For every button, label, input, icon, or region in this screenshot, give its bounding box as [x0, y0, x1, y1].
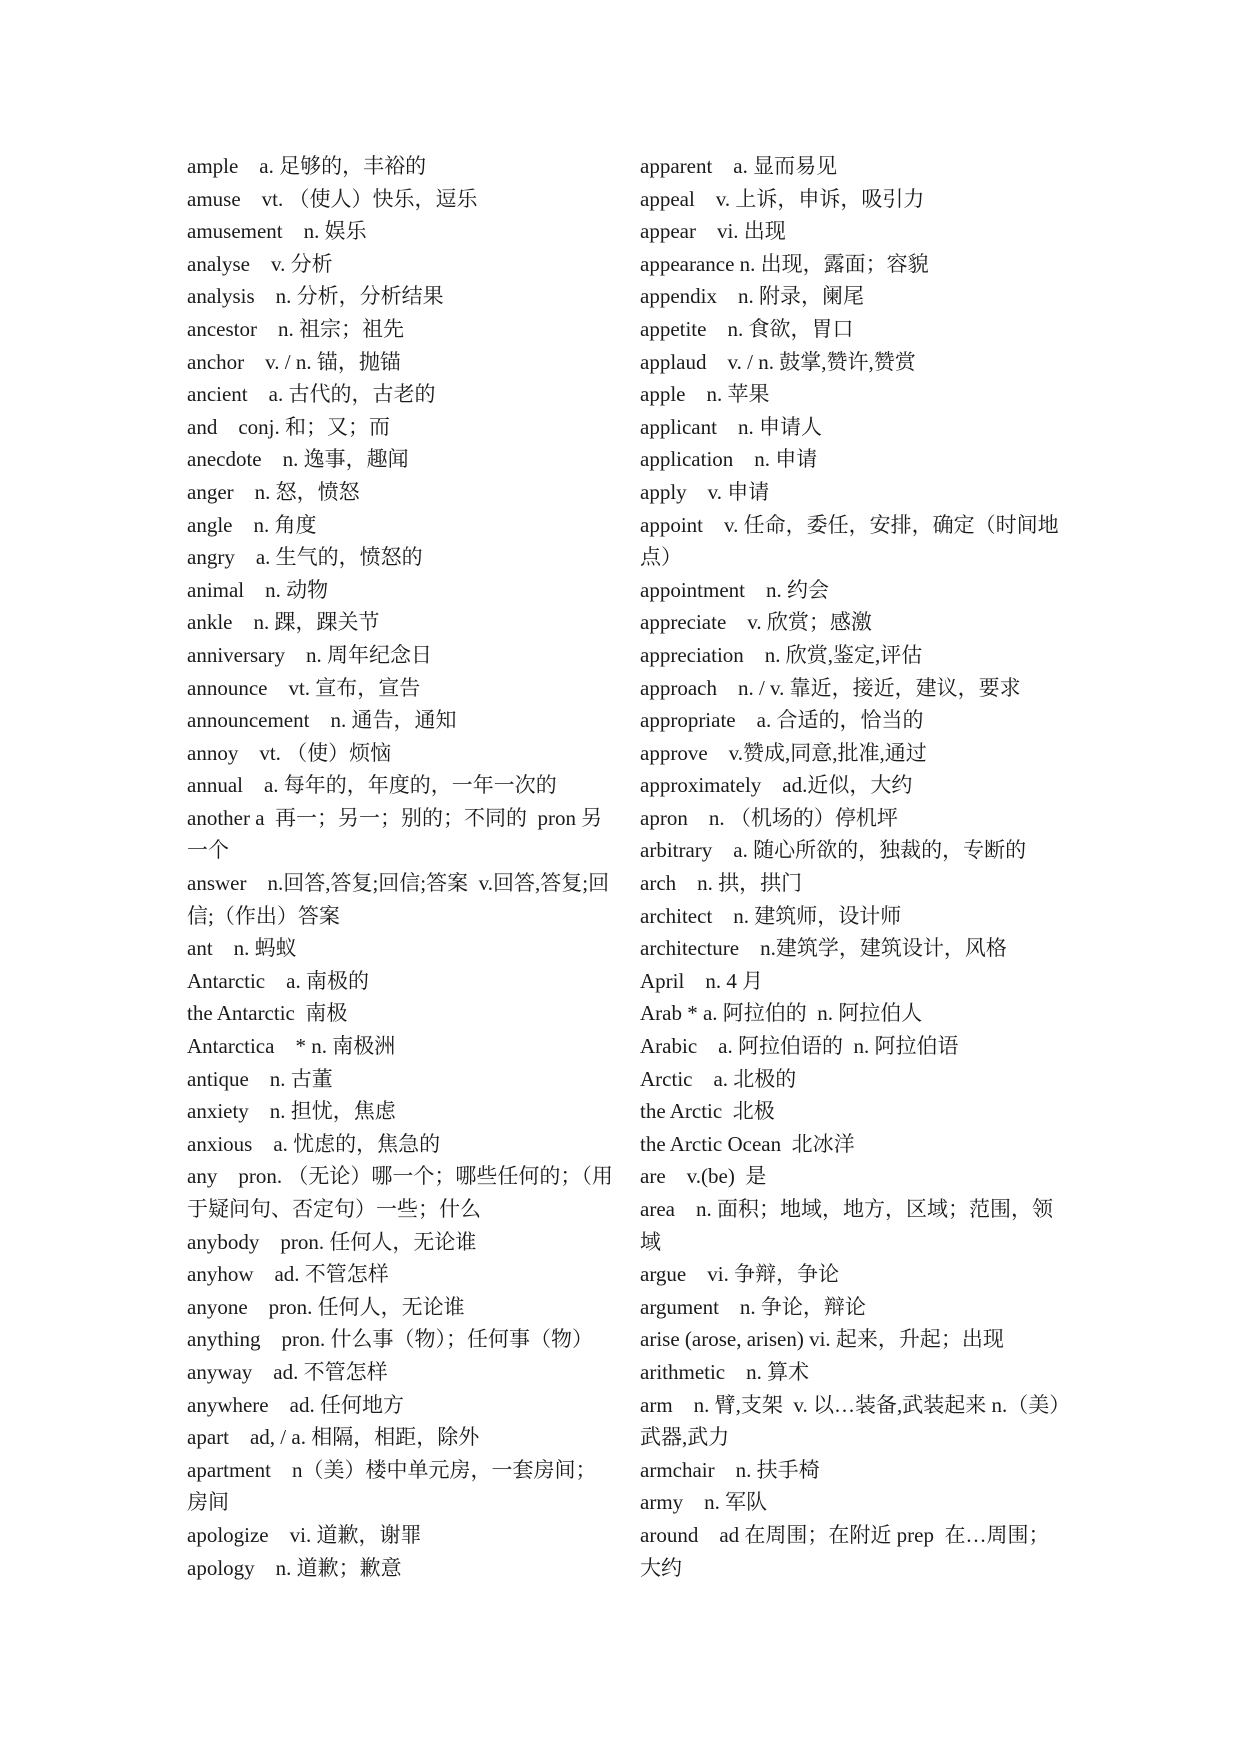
vocab-entry: angry a. 生气的，愤怒的: [187, 545, 423, 570]
vocab-entry: argue vi. 争辩，争论: [640, 1262, 840, 1287]
vocab-entry: architecture n.建筑学，建筑设计，风格: [640, 936, 1007, 961]
vocab-entry: apparent a. 显而易见: [640, 154, 838, 178]
vocab-entry: answer n.回答,答复;回信;答案 v.回答,答复;回信;（作出）答案: [187, 871, 610, 928]
vocab-entry: anxiety n. 担忧，焦虑: [187, 1099, 396, 1124]
vocab-entry: apple n. 苹果: [640, 382, 770, 407]
vocab-entry: ancient a. 古代的，古老的: [187, 382, 436, 407]
vocab-entry: application n. 申请: [640, 447, 818, 472]
vocab-entry: appearance n. 出现，露面；容貌: [640, 251, 929, 276]
vocab-entry: the Arctic Ocean 北冰洋: [640, 1131, 855, 1156]
vocab-entry: argument n. 争论，辩论: [640, 1294, 866, 1319]
vocab-entry: apartment n（美）楼中单元房，一套房间；房间: [187, 1457, 597, 1515]
vocab-entry: angle n. 角度: [187, 512, 317, 537]
vocab-entry: appreciate v. 欣赏；感激: [640, 610, 872, 635]
vocab-entry: amusement n. 娱乐: [187, 219, 367, 244]
vocab-entry: apologize vi. 道歉，谢罪: [187, 1522, 422, 1547]
vocab-entry: applicant n. 申请人: [640, 414, 822, 439]
vocab-entry: anyway ad. 不管怎样: [187, 1359, 388, 1384]
vocab-entry: Arctic a. 北极的: [640, 1066, 797, 1091]
vocab-entry: apron n. （机场的）停机坪: [640, 805, 898, 830]
vocab-entry: apply v. 申请: [640, 479, 770, 504]
vocab-entry: ample a. 足够的，丰裕的: [187, 154, 427, 178]
vocab-entry: appoint v. 任命，委任，安排，确定（时间地点）: [640, 512, 1059, 570]
vocab-entry: approach n. / v. 靠近，接近，建议，要求: [640, 675, 1021, 700]
vocab-entry: approve v.赞成,同意,批准,通过: [640, 740, 927, 765]
vocab-entry: Arab * a. 阿拉伯的 n. 阿拉伯人: [640, 1001, 923, 1026]
vocab-entry: anecdote n. 逸事，趣闻: [187, 447, 409, 472]
left-column: [187, 150, 617, 1584]
vocab-entry: army n. 军队: [640, 1490, 768, 1515]
vocab-entry: armchair n. 扶手椅: [640, 1457, 820, 1482]
vocab-entry: anywhere ad. 任何地方: [187, 1392, 404, 1417]
vocab-entry: annual a. 每年的，年度的，一年一次的: [187, 773, 557, 798]
vocab-entry: arise (arose, arisen) vi. 起来，升起；出现: [640, 1327, 1004, 1352]
vocab-entry: animal n. 动物: [187, 577, 329, 602]
vocab-entry: appetite n. 食欲，胃口: [640, 316, 854, 341]
right-column: [640, 150, 1070, 1584]
vocab-entry: and conj. 和；又；而: [187, 414, 390, 439]
vocab-entry: announcement n. 通告，通知: [187, 708, 457, 733]
vocab-entry: Antarctica * n. 南极洲: [187, 1034, 396, 1059]
vocab-entry: arm n. 臂,支架 v. 以…装备,武装起来 n.（美）武器,武力: [640, 1392, 1060, 1450]
vocab-entry: are v.(be) 是: [640, 1164, 767, 1189]
vocab-entry: ancestor n. 祖宗；祖先: [187, 316, 404, 341]
vocab-entry: analysis n. 分析，分析结果: [187, 284, 444, 309]
vocab-entry: architect n. 建筑师，设计师: [640, 903, 902, 928]
vocab-entry: appendix n. 附录，阑尾: [640, 284, 864, 309]
vocab-entry: the Antarctic 南极: [187, 1001, 348, 1026]
vocab-entry: arbitrary a. 随心所欲的，独裁的，专断的: [640, 838, 1027, 863]
vocab-entry: amuse vt. （使人）快乐，逗乐: [187, 186, 478, 211]
vocab-entry: appear vi. 出现: [640, 219, 786, 244]
vocab-entry: arch n. 拱，拱门: [640, 871, 803, 896]
vocab-entry: arithmetic n. 算术: [640, 1359, 810, 1384]
vocab-entry: appointment n. 约会: [640, 577, 829, 602]
vocab-entry: announce vt. 宣布，宣告: [187, 675, 421, 700]
vocab-entry: anxious a. 忧虑的，焦急的: [187, 1131, 441, 1156]
vocab-entry: around ad 在周围；在附近 prep 在…周围；大约: [640, 1522, 1050, 1580]
vocab-entry: Arabic a. 阿拉伯语的 n. 阿拉伯语: [640, 1034, 959, 1059]
vocab-entry: apology n. 道歉；歉意: [187, 1555, 402, 1580]
vocab-entry: any pron. （无论）哪一个；哪些任何的；（用于疑问句、否定句）一些；什么: [187, 1164, 613, 1221]
vocab-entry: appreciation n. 欣赏,鉴定,评估: [640, 642, 923, 667]
vocab-entry: approximately ad.近似，大约: [640, 773, 913, 798]
vocab-entry: apart ad, / a. 相隔，相距，除外: [187, 1425, 480, 1450]
vocab-entry: anniversary n. 周年纪念日: [187, 642, 432, 667]
vocab-entry: anything pron. 什么事（物）；任何事（物）: [187, 1327, 593, 1352]
vocab-entry: anybody pron. 任何人，无论谁: [187, 1229, 477, 1254]
vocab-entry: ant n. 蚂蚁: [187, 936, 297, 961]
vocab-entry: appropriate a. 合适的，恰当的: [640, 708, 924, 733]
vocab-entry: applaud v. / n. 鼓掌,赞许,赞赏: [640, 349, 916, 374]
vocab-entry: the Arctic 北极: [640, 1099, 775, 1124]
vocab-entry: ankle n. 踝，踝关节: [187, 610, 380, 635]
vocab-entry: analyse v. 分析: [187, 251, 333, 276]
vocab-entry: anyhow ad. 不管怎样: [187, 1262, 389, 1287]
vocab-entry: another a 再一；另一；别的；不同的 pron 另一个: [187, 805, 603, 863]
vocab-entry: antique n. 古董: [187, 1066, 333, 1091]
vocab-entry: April n. 4 月: [640, 968, 764, 993]
vocab-entry: anger n. 怒，愤怒: [187, 479, 360, 504]
vocab-entry: anchor v. / n. 锚，抛锚: [187, 349, 401, 374]
vocab-entry: appeal v. 上诉，申诉，吸引力: [640, 186, 925, 211]
vocab-entry: annoy vt. （使）烦恼: [187, 740, 392, 765]
vocab-entry: anyone pron. 任何人，无论谁: [187, 1294, 465, 1319]
vocab-entry: area n. 面积；地域，地方，区域；范围，领域: [640, 1197, 1053, 1254]
vocab-entry: Antarctic a. 南极的: [187, 968, 369, 993]
